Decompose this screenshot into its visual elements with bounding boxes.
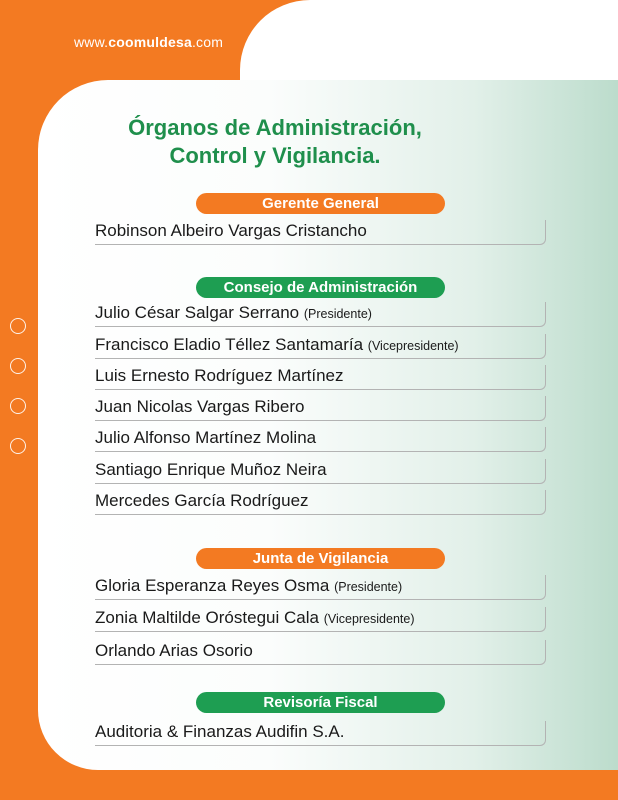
member-row (95, 575, 546, 600)
member-row (95, 396, 546, 421)
url-suffix: .com (191, 34, 224, 50)
content-card (38, 80, 618, 770)
member-row (95, 721, 546, 746)
member-name: Julio Alfonso Martínez Molina (95, 428, 317, 447)
title-line-2: Control y Vigilancia. (169, 143, 381, 168)
partner-logo-icon (10, 398, 26, 414)
member-row (95, 459, 546, 484)
member-name: Juan Nicolas Vargas Ribero (95, 397, 305, 416)
member-role: (Vicepresidente) (323, 612, 415, 626)
page-title (120, 114, 430, 170)
member-name: Julio César Salgar Serrano (95, 303, 300, 322)
member-name: Francisco Eladio Téllez Santamaría (95, 335, 364, 354)
member-role: (Vicepresidente) (367, 339, 459, 353)
member-row (95, 427, 546, 452)
member-name: Luis Ernesto Rodríguez Martínez (95, 366, 344, 385)
url-prefix: www. (74, 34, 109, 50)
member-name: Auditoria & Finanzas Audifin S.A. (95, 722, 345, 741)
partner-logo-icon (10, 438, 26, 454)
member-role: (Presidente) (303, 307, 372, 321)
member-row (95, 607, 546, 632)
side-partner-logos (8, 318, 28, 478)
member-name: Mercedes García Rodríguez (95, 491, 309, 510)
member-name: Orlando Arias Osorio (95, 641, 253, 660)
section-heading-revisoria: Revisoría Fiscal (196, 692, 445, 713)
title-line-1: Órganos de Administración, (128, 115, 422, 140)
member-row (95, 334, 546, 359)
partner-logo-icon (10, 358, 26, 374)
member-name: Santiago Enrique Muñoz Neira (95, 460, 327, 479)
member-row (95, 220, 546, 245)
section-heading-junta: Junta de Vigilancia (196, 548, 445, 569)
member-row (95, 365, 546, 390)
member-row (95, 640, 546, 665)
section-heading-gerente: Gerente General (196, 193, 445, 214)
card-top-panel (240, 0, 618, 80)
member-name: Zonia Maltilde Oróstegui Cala (95, 608, 319, 627)
member-row (95, 302, 546, 327)
section-heading-consejo: Consejo de Administración (196, 277, 445, 298)
website-url[interactable] (74, 34, 223, 50)
url-domain: coomuldesa (108, 34, 192, 50)
member-role: (Presidente) (334, 580, 403, 594)
member-name: Robinson Albeiro Vargas Cristancho (95, 221, 367, 240)
member-row (95, 490, 546, 515)
partner-logo-icon (10, 318, 26, 334)
member-name: Gloria Esperanza Reyes Osma (95, 576, 330, 595)
